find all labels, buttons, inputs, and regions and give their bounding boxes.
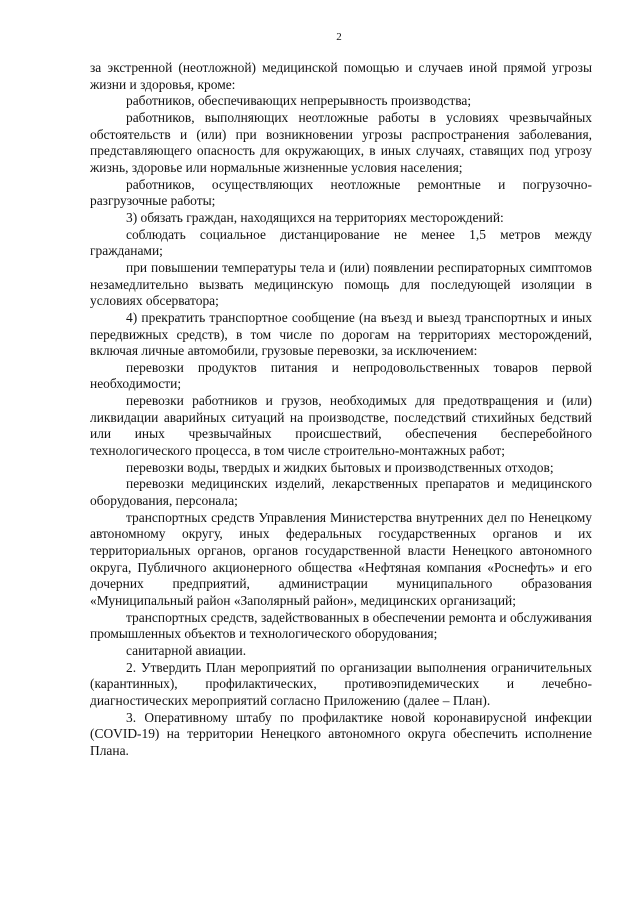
page-number: 2 xyxy=(336,31,342,43)
paragraph: 4) прекратить транспортное сообщение (на въезд и выезд транспортных и иных передвижных средств), в том числе по дорогам на территориях месторождений, включая личные автомобили, грузовые перевозки, за исключением: xyxy=(90,309,592,359)
paragraph: перевозки воды, твердых и жидких бытовых и производственных отходов; xyxy=(126,459,554,475)
paragraph: работников, обеспечивающих непрерывность производства; xyxy=(126,93,472,109)
paragraph: 2. Утвердить План мероприятий по организации выполнения ограничительных (карантинных), профилактических, противоэпидемических и лечебно-диагностических мероприятий согласно Приложению (далее – План). xyxy=(90,659,592,708)
paragraph: работников, осуществляющих неотложные ремонтные и погрузочно-разгрузочные работы; xyxy=(90,176,592,209)
paragraph-continuation: за экстренной (неотложной) медицинской помощью и случаев иной прямой угрозы жизни и здоровья, кроме: xyxy=(90,60,592,92)
paragraph: транспортных средств Управления Министерства внутренних дел по Ненецкому автономному округу, иных федеральных государственных органов и их территориальных органов, органов государственной власти Ненецкого автономного округа, Публичного акционерного общества «Нефтяная компания «Роснефть» и его дочерних предприятий, администрации муниципального образования «Муниципальный район «Заполярный район», медицинских организаций; xyxy=(90,509,592,608)
paragraph: работников, выполняющих неотложные работы в условиях чрезвычайных обстоятельств и (или) при возникновении угрозы распространения заболевания, представляющего опасность для окружающих, в иных случаях, ставящих под угрозу жизнь, здоровье или нормальные жизненные условия населения; xyxy=(90,109,592,175)
paragraph: при повышении температуры тела и (или) появлении респираторных симптомов незамедлительно вызвать медицинскую помощь для последующей изоляции в условиях обсерватора; xyxy=(90,259,592,309)
paragraph: транспортных средств, задействованных в обеспечении ремонта и обслуживания промышленных объектов и технологического оборудования; xyxy=(90,609,592,642)
paragraph: соблюдать социальное дистанцирование не менее 1,5 метров между гражданами; xyxy=(90,226,592,259)
paragraph: перевозки медицинских изделий, лекарственных препаратов и медицинского оборудования, персонала; xyxy=(90,476,592,509)
document-body xyxy=(90,60,592,760)
paragraph: перевозки работников и грузов, необходимых для предотвращения и (или) ликвидации аварийных ситуаций на производстве, последствий стихийных бедствий или иных чрезвычайных происшествий, обеспечения бесперебойного технологического процесса, в том числе строительно-монтажных работ; xyxy=(90,393,592,459)
paragraph: 3) обязать граждан, находящихся на территориях месторождений: xyxy=(126,209,504,225)
paragraph: санитарной авиации. xyxy=(126,642,247,658)
paragraph: перевозки продуктов питания и непродовольственных товаров первой необходимости; xyxy=(90,359,592,392)
paragraph: 3. Оперативному штабу по профилактике новой коронавирусной инфекции (COVID-19) на территории Ненецкого автономного округа обеспечить исполнение Плана. xyxy=(90,709,592,758)
